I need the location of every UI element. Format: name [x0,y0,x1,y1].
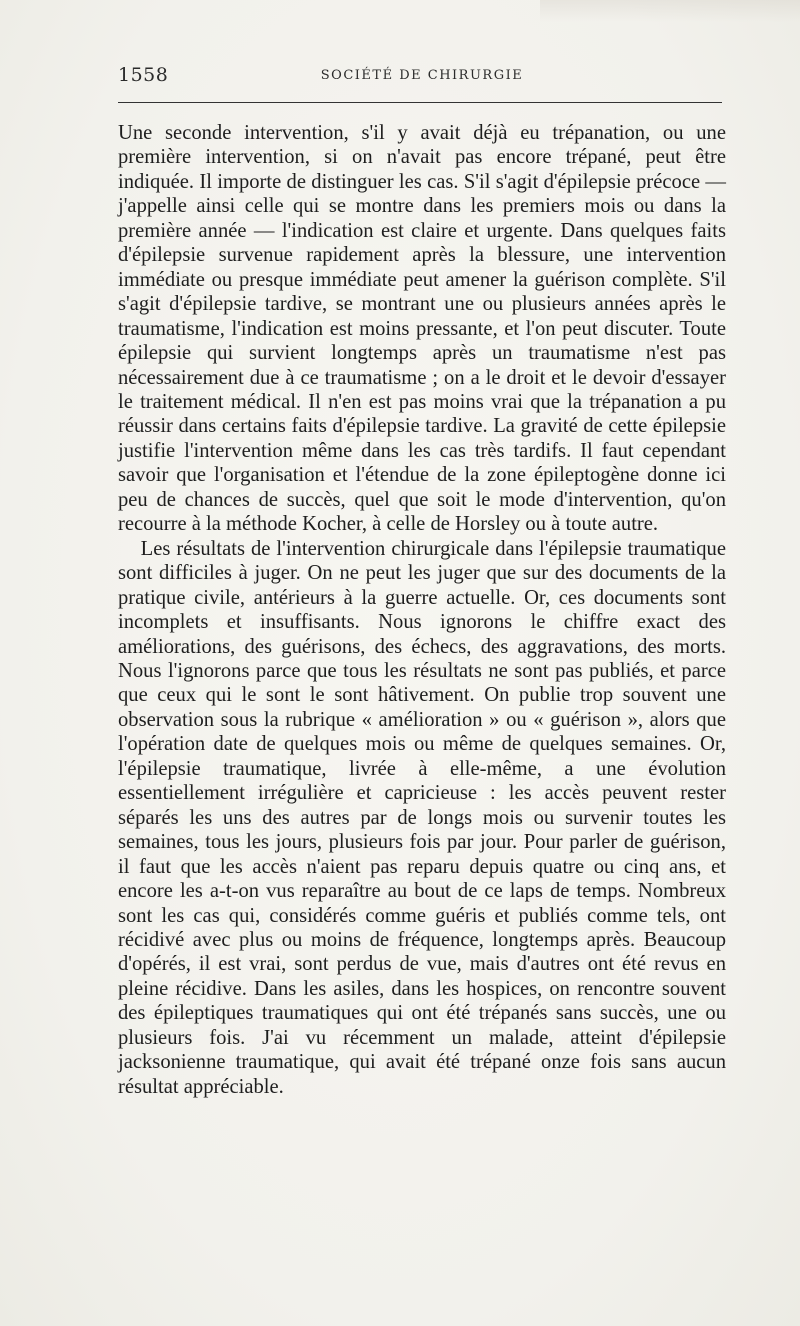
header-rule [118,102,722,103]
page-edge-stain [540,0,800,22]
running-head: SOCIÉTÉ DE CHIRURGIE [320,68,524,83]
page-header [118,64,726,92]
body-text [118,121,726,1099]
page-number: 1558 [118,64,169,86]
paragraph-2: Les résultats de l'intervention chirurgicale dans l'épilepsie traumatique sont difficiles à juger. On ne peut les juger que sur des documents de la pratique civile, antérieurs à la guerre actuelle. Or, ces documents sont incomplets et insuffisants. Nous ignorons le chiffre exact des améliorations, des guérisons, des échecs, des aggravations, des morts. Nous l'ignorons parce que tous les résultats ne sont pas publiés, et parce que ceux qui le sont le sont hâtivement. On publie trop souvent une observation sous la rubrique « amélioration » ou « guérison », alors que l'opération date de quelques mois ou même de quelques semaines. Or, l'épilepsie traumatique, livrée à elle-même, a une évolution essentiellement irrégulière et capricieuse : les accès peuvent rester séparés les uns des autres par de longs mois ou survenir toutes les semaines, tous les jours, plusieurs fois par jour. Pour parler de guérison, il faut que les accès n'aient pas reparu depuis quatre ou cinq ans, et encore les a-t-on vus reparaître au bout de ce laps de temps. Nombreux sont les cas qui, considérés comme guéris et publiés comme tels, ont récidivé avec plus ou moins de fréquence, longtemps après. Beaucoup d'opérés, il est vrai, sont perdus de vue, mais d'autres ont été revus en pleine récidive. Dans les asiles, dans les hospices, on rencontre souvent des épileptiques traumatiques qui ont été trépanés sans succès, une ou plusieurs fois. J'ai vu récemment un malade, atteint d'épilepsie jacksonienne traumatique, qui avait été trépané onze fois sans aucun résultat appréciable. [118,537,726,1098]
paragraph-1: Une seconde intervention, s'il y avait déjà eu trépanation, ou une première intervention, si on n'avait pas encore trépané, peut être indiquée. Il importe de distinguer les cas. S'il s'agit d'épilepsie précoce — j'appelle ainsi celle qui se montre dans les premiers mois ou dans la première année — l'indication est claire et urgente. Dans quelques faits d'épilepsie survenue rapidement après la blessure, une intervention immédiate ou presque immédiate peut amener la guérison complète. S'il s'agit d'épilepsie tardive, se montrant une ou plusieurs années après le traumatisme, l'indication est moins pressante, et l'on peut discuter. Toute épilepsie qui survient longtemps après un traumatisme n'est pas nécessairement due à ce traumatisme ; on a le droit et le devoir d'essayer le traitement médical. Il n'en est pas moins vrai que la trépanation a pu réussir dans certains faits d'épilepsie tardive. La gravité de cette épilepsie justifie l'intervention même dans les cas très tardifs. Il faut cependant savoir que l'organisation et l'étendue de la zone épileptogène donne ici peu de chances de succès, quel que soit le mode d'intervention, qu'on recourre à la méthode Kocher, à celle de Horsley ou à toute autre. [118,122,726,536]
